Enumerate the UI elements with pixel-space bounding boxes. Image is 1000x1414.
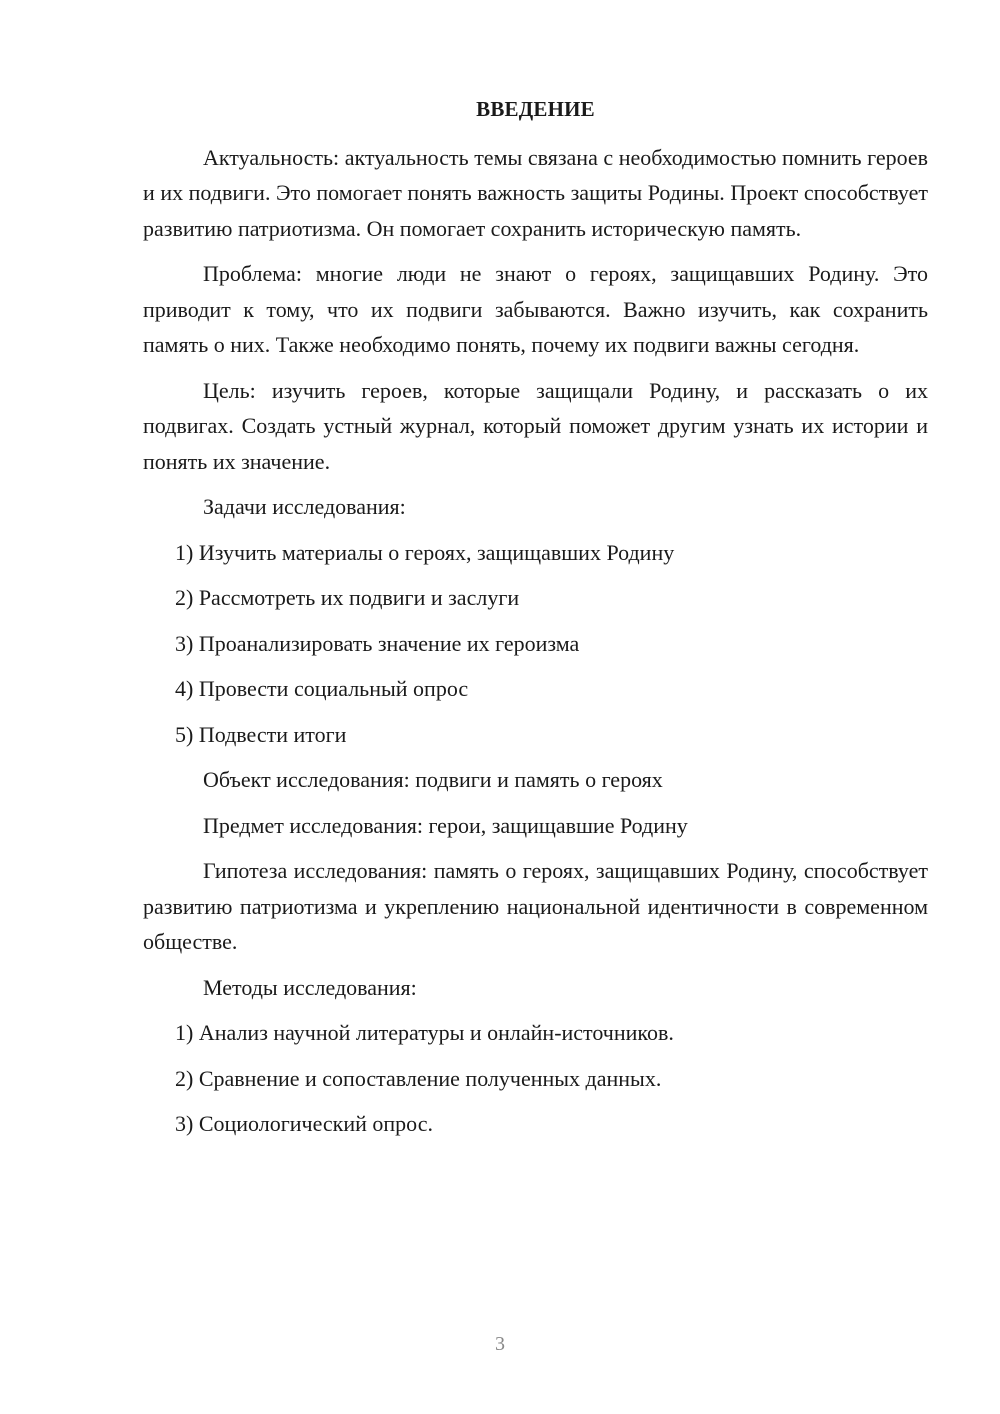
- task-item: 4) Провести социальный опрос: [175, 676, 469, 701]
- method-item: 1) Анализ научной литературы и онлайн-источников.: [175, 1020, 674, 1045]
- tasks-heading: Задачи исследования:: [203, 494, 406, 519]
- task-item: 1) Изучить материалы о героях, защищавших Родину: [175, 539, 675, 565]
- task-item: 3) Проанализировать значение их героизма: [175, 630, 580, 656]
- research-object: Объект исследования: подвиги и память о героях: [203, 767, 663, 792]
- page-number: 3: [495, 1333, 505, 1355]
- document-page: [143, 92, 928, 1152]
- task-item: 2) Рассмотреть их подвиги и заслуги: [175, 585, 520, 610]
- problem-paragraph: Проблема: многие люди не знают о героях, защищавших Родину. Это приводит к тому, что их подвиги забываются. Важно изучить, как сохранить память о них. Также необходимо понять, почему их подвиги важны сегодня.: [143, 261, 928, 357]
- relevance-paragraph: Актуальность: актуальность темы связана с необходимостью помнить героев и их подвиги. Это помогает понять важность защиты Родины. Проект способствует развитию патриотизма. Он помогает сохранить историческую память.: [143, 144, 928, 241]
- section-title: ВВЕДЕНИЕ: [476, 97, 595, 121]
- methods-heading: Методы исследования:: [203, 974, 417, 1000]
- method-item: 2) Сравнение и сопоставление полученных данных.: [175, 1065, 662, 1091]
- hypothesis-paragraph: Гипотеза исследования: память о героях, защищавших Родину, способствует развитию патриотизма и укреплению национальной идентичности в современном обществе.: [143, 858, 928, 954]
- method-item: 3) Социологический опрос.: [175, 1111, 433, 1136]
- research-subject: Предмет исследования: герои, защищавшие Родину: [203, 812, 688, 838]
- goal-paragraph: Цель: изучить героев, которые защищали Родину, и рассказать о их подвигах. Создать устный журнал, который поможет другим узнать их истории и понять их значение.: [143, 377, 928, 474]
- task-item: 5) Подвести итоги: [175, 721, 347, 747]
